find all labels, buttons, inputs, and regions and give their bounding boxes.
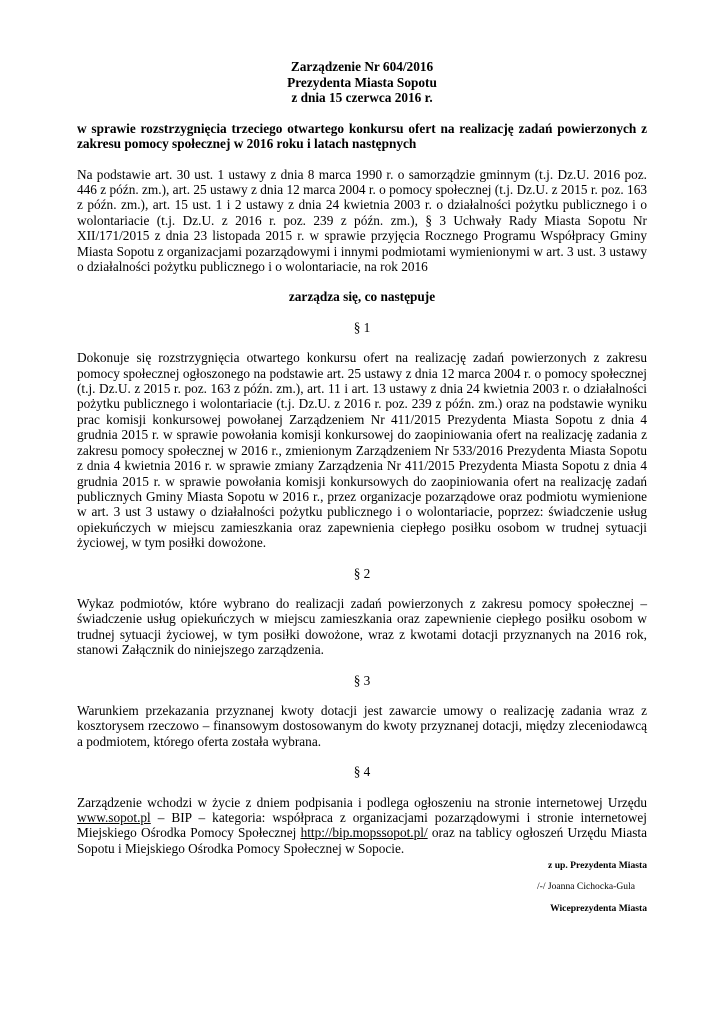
orders-heading: zarządza się, co następuje <box>288 289 436 305</box>
section-4-text-after: oraz na tablicy ogłoszeń Urzędu Miasta Sopotu i Miejskiego Ośrodka Pomocy Społecznej w Sopocie. <box>77 825 648 856</box>
section-4-mark: § 4 <box>353 764 371 780</box>
section-1-mark: § 1 <box>353 319 371 335</box>
section-2-mark: § 2 <box>353 565 371 581</box>
section-1-text: Dokonuje się rozstrzygnięcia otwartego konkursu ofert na realizację zadań powierzonych z zakresu pomocy społecznej ogłoszonego na podstawie art. 25 ustawy z dnia 12 marca 2004 r. o pomocy społecznej (t.j. Dz.U. z 2015 r. poz. 163 z późn. zm.), art. 11 i art. 13 ustawy z dnia 24 kwietnia 2003 r. o działalności pożytku publicznego i wolontariacie (t.j. Dz.U. z 2016 r. poz. 239 z późn. zm.) oraz na podstawie wyniku prac komisji konkursowej powołanej Zarządzeniem Nr 411/2015 Prezydenta Miasta Sopotu z dnia 4 grudnia 2015 r. w sprawie powołania komisji konkursowej do zaopiniowania ofert na realizację zadania z zakresu pomocy społecznej w 2016 r., zmienionym Zarządzeniem Nr 533/2016 Prezydenta Miasta Sopotu z dnia 4 kwietnia 2016 r. w sprawie zmiany Zarządzenia Nr 411/2015 Prezydenta Miasta Sopotu z dnia 4 grudnia 2015 r. w sprawie powołania komisji konkursowych do zaopiniowania ofert na realizację zadań publicznych Gminy Miasta Sopotu w 2016 r., przez organizacje pozarządowe oraz podmiotu wymienione w art. 3 ust 3 ustawy o działalności pożytku publicznego i o wolontariacie, poprzez: świadczenie usług opiekuńczych w miejscu zamieszkania oraz zapewnienia ciepłego posiłku osobom w trudnej sytuacji życiowej, w tym posiłki dowożone. <box>77 350 647 551</box>
signature-name: /-/ Joanna Cichocka-Gula <box>536 881 635 893</box>
bip-mops-link[interactable]: http://bip.mopssopot.pl/ <box>300 825 428 841</box>
signature-authorization: z up. Prezydenta Miasta <box>548 860 647 872</box>
title-line-date: z dnia 15 czerwca 2016 r. <box>291 90 433 106</box>
signature-role: Wiceprezydenta Miasta <box>550 903 647 915</box>
section-3-mark: § 3 <box>353 672 371 688</box>
section-2-text: Wykaz podmiotów, które wybrano do realizacji zadań powierzonych z zakresu pomocy społecznej – świadczenie usług opiekuńczych w miejscu zamieszkania oraz zapewnienie ciepłego posiłku osobom w trudnej sytuacji życiowej, w tym posiłki dowożone, wraz z kwotami dotacji przyznanych na 2016 rok, stanowi Załącznik do niniejszego zarządzenia. <box>77 595 647 658</box>
title-line-ordinance-number: Zarządzenie Nr 604/2016 <box>290 59 434 74</box>
document-page <box>77 59 647 915</box>
section-4-text-before: Zarządzenie wchodzi w życie z dniem podpisania i podlega ogłoszeniu na stronie internetowej Urzędu <box>77 794 647 810</box>
document-title <box>77 59 647 106</box>
sopot-website-link[interactable]: www.sopot.pl <box>77 810 151 825</box>
document-subject: w sprawie rozstrzygnięcia trzeciego otwartego konkursu ofert na realizację zadań powierzonych z zakresu pomocy społecznej w 2016 roku i latach następnych <box>77 120 647 152</box>
section-3-text: Warunkiem przekazania przyznanej kwoty dotacji jest zawarcie umowy o realizację zadania wraz z kosztorysem rzeczowo – finansowym dostosowanym do kwoty przyznanej dotacji, między zleceniodawcą a podmiotem, którego oferta została wybrana. <box>77 702 647 749</box>
legal-basis-paragraph: Na podstawie art. 30 ust. 1 ustawy z dnia 8 marca 1990 r. o samorządzie gminnym (t.j. Dz.U. 2016 poz. 446 z późn. zm.), art. 25 ustawy z dnia 12 marca 2004 r. o pomocy społecznej (t.j. Dz.U. z 2015 r. poz. 163 z późn. zm.), art. 15 ust. 1 i 2 ustawy z dnia 24 kwietnia 2003 r. o działalności pożytku publicznego i o wolontariacie (t.j. Dz.U. z 2016 r. poz. 239 z późn. zm.), § 3 Uchwały Rady Miasta Sopotu Nr XII/171/2015 z dnia 23 listopada 2015 r. w sprawie przyjęcia Rocznego Programu Współpracy Gminy Miasta Sopotu z organizacjami pozarządowymi i innymi podmiotami wymienionymi w art. 3 ust. 3 ustawy o działalności pożytku publicznego i o wolontariacie, na rok 2016 <box>77 166 647 275</box>
section-4-text-middle: – BIP – kategoria: współpraca z organizacjami pozarządowymi i stronie internetowej Miejskiego Ośrodka Pomocy Społecznej <box>77 810 647 841</box>
title-line-issuer: Prezydenta Miasta Sopotu <box>287 74 437 90</box>
section-4-text <box>77 795 647 857</box>
